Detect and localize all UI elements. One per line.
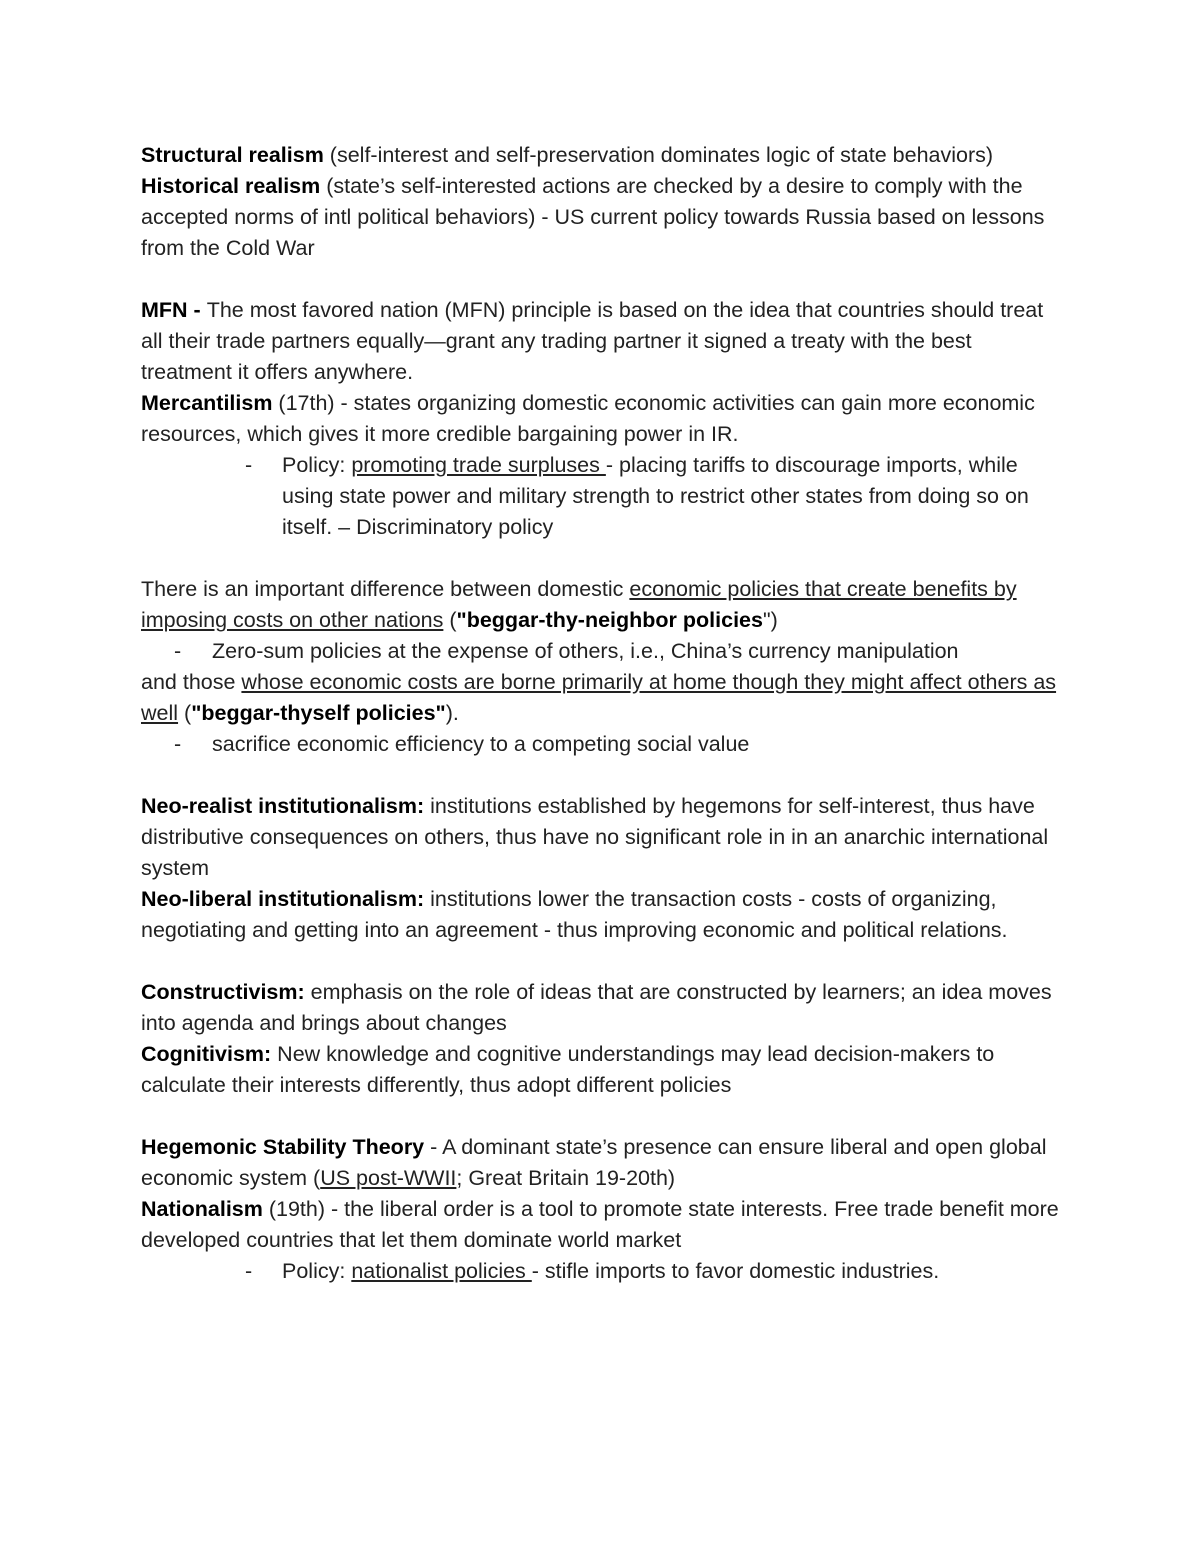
beggar-thyself-term: "beggar-thyself policies" xyxy=(191,701,446,725)
neoliberal-term: Neo-liberal institutionalism: xyxy=(141,887,425,911)
paren-close: ") xyxy=(762,608,778,632)
cognitivism-text: New knowledge and cognitive understandings may lead decision-makers to calculate their interests differently, thus adopt different policies xyxy=(141,1042,995,1097)
document-page xyxy=(141,140,1061,1287)
bullet-dash: - xyxy=(245,453,253,477)
policy-lead: Policy: xyxy=(282,453,352,477)
zero-sum-text: Zero-sum policies at the expense of others, i.e., China’s currency manipulation xyxy=(212,639,959,663)
mfn-text: The most favored nation (MFN) principle is based on the idea that countries should treat all their trade partners equally—grant any trading partner it signed a treaty with the best treatment it offers anywhere. xyxy=(141,298,1044,384)
constructivism-paragraph xyxy=(141,977,1061,1039)
hegemonic-text: - A dominant state’s presence can ensure liberal and open global economic system ( xyxy=(141,1135,1047,1190)
mfn-term: MFN - xyxy=(141,298,207,322)
hegemonic-paragraph xyxy=(141,1132,1061,1194)
hegemonic-underlined: US post-WWII xyxy=(320,1166,457,1190)
sacrifice-bullet xyxy=(141,729,1061,760)
constructivism-text: emphasis on the role of ideas that are constructed by learners; an idea moves into agenda and brings about changes xyxy=(141,980,1052,1035)
bullet-dash: - xyxy=(174,732,182,756)
neoliberal-paragraph xyxy=(141,884,1061,946)
spacer xyxy=(141,1101,1061,1132)
cognitivism-term: Cognitivism: xyxy=(141,1042,272,1066)
mercantilism-paragraph xyxy=(141,388,1061,450)
policy-underlined: promoting trade surpluses xyxy=(351,453,606,477)
mercantilism-text: (17th) - states organizing domestic economic activities can gain more economic resources, which gives it more credible bargaining power in IR. xyxy=(141,391,1035,446)
beggar-cont: and those xyxy=(141,670,242,694)
historical-realism-text: (state’s self-interested actions are checked by a desire to comply with the accepted norms of intl political behaviors) - US current policy towards Russia based on lessons from the Cold War xyxy=(141,174,1045,260)
policy-lead: Policy: xyxy=(282,1259,352,1283)
neorealist-term: Neo-realist institutionalism: xyxy=(141,794,425,818)
hegemonic-rest: ; Great Britain 19-20th) xyxy=(456,1166,676,1190)
nationalism-term: Nationalism xyxy=(141,1197,263,1221)
spacer xyxy=(141,760,1061,791)
neoliberal-text: institutions lower the transaction costs - costs of organizing, negotiating and getting into an agreement - thus improving economic and political relations. xyxy=(141,887,1008,942)
neorealist-text: institutions established by hegemons for self-interest, thus have distributive consequences on others, thus have no significant role in in an anarchic international system xyxy=(141,794,1049,880)
paren-open: ( xyxy=(178,701,192,725)
constructivism-term: Constructivism: xyxy=(141,980,305,1004)
hegemonic-term: Hegemonic Stability Theory xyxy=(141,1135,425,1159)
spacer xyxy=(141,543,1061,574)
beggar-underlined-1: economic policies that create benefits by imposing costs on other nations xyxy=(141,577,1017,632)
cognitivism-paragraph xyxy=(141,1039,1061,1101)
beggar-intro: There is an important difference between domestic xyxy=(141,577,630,601)
nationalism-text: (19th) - the liberal order is a tool to promote state interests. Free trade benefit more developed countries that let them dominate world market xyxy=(141,1197,1059,1252)
neorealist-paragraph xyxy=(141,791,1061,884)
nationalism-paragraph xyxy=(141,1194,1061,1256)
bullet-dash: - xyxy=(174,639,182,663)
beggar-thy-neighbor-term: "beggar-thy-neighbor policies xyxy=(456,608,763,632)
structural-realism-text: (self-interest and self-preservation dominates logic of state behaviors) xyxy=(323,143,994,167)
mercantilism-term: Mercantilism xyxy=(141,391,273,415)
structural-realism-paragraph xyxy=(141,140,1061,171)
beggar-paragraph xyxy=(141,574,1061,636)
mercantilism-policy-bullet xyxy=(141,450,1061,543)
nationalism-policy-bullet xyxy=(141,1256,1061,1287)
paren-open: ( xyxy=(443,608,457,632)
historical-realism-term: Historical realism xyxy=(141,174,321,198)
policy-rest: - stifle imports to favor domestic industries. xyxy=(531,1259,940,1283)
paren-close: ). xyxy=(445,701,459,725)
beggar-continuation xyxy=(141,667,1061,729)
spacer xyxy=(141,264,1061,295)
structural-realism-term: Structural realism xyxy=(141,143,324,167)
policy-underlined: nationalist policies xyxy=(351,1259,532,1283)
zero-sum-bullet xyxy=(141,636,1061,667)
bullet-dash: - xyxy=(245,1259,253,1283)
mfn-paragraph xyxy=(141,295,1061,388)
policy-rest: - placing tariffs to discourage imports, while using state power and military strength to restrict other states from doing so on itself. – Discriminatory policy xyxy=(282,453,1029,539)
sacrifice-text: sacrifice economic efficiency to a competing social value xyxy=(212,732,750,756)
beggar-underlined-2: whose economic costs are borne primarily at home though they might affect others as well xyxy=(141,670,1057,725)
spacer xyxy=(141,946,1061,977)
historical-realism-paragraph xyxy=(141,171,1061,264)
